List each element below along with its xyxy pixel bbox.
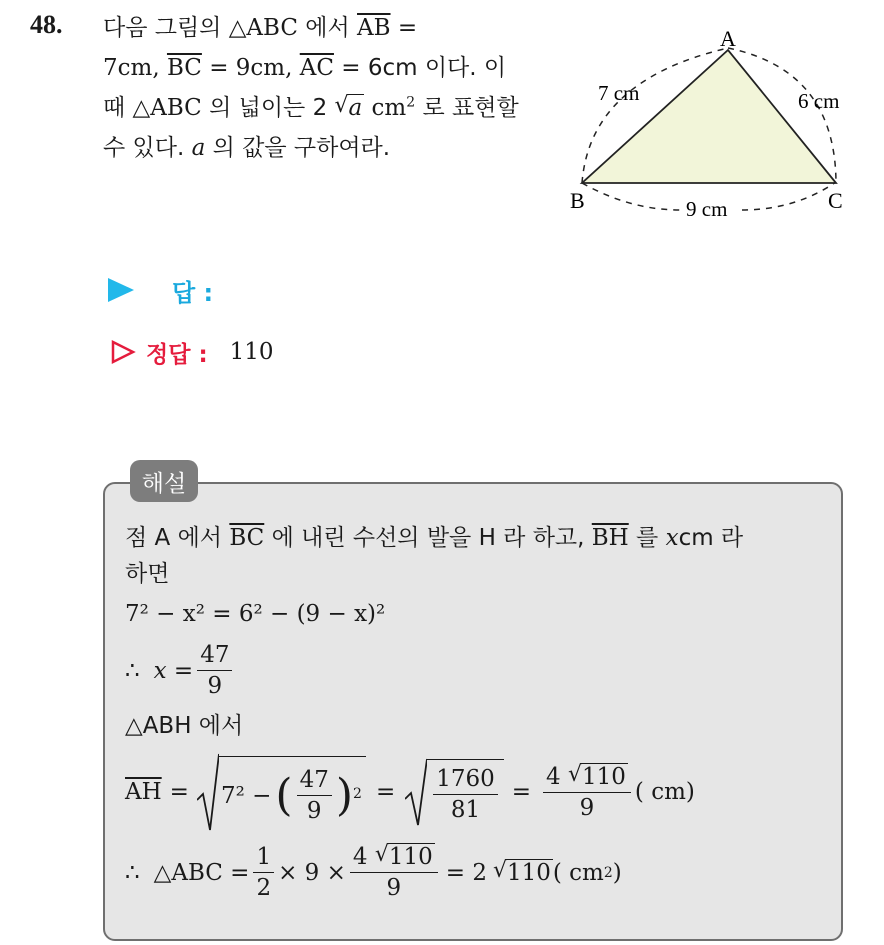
solution-line-1: 점 A 에서 $\overline{BC}$ 에 내린 수선의 발을 H 라 하고, $\overline{BH}$ 를 xcm 라 [125,525,744,551]
segment-bc: $\overline{BC}$ [166,55,202,81]
question-line-2: 7cm, $\overline{BC} = 9cm$, $\overline{AC} = 6cm$ 이다. 이 [103,55,507,81]
fraction-4sqrt110-9: 4 √ 110 9 [543,762,631,823]
radical-sign-2 [405,757,427,827]
solution-equation-1: 7² − x² = 6² − (9 − x)² [125,601,386,627]
solution-badge: 해설 [130,460,198,502]
correct-answer-row [110,334,274,370]
question-text [103,8,543,168]
radical-sign [197,752,219,832]
dashed-arc-bc [582,183,680,210]
segment-ab: $\overline{AB}$ [357,15,391,41]
fraction-47-9: $\frac{47}{9}$ [197,640,232,701]
answer-row [108,272,213,308]
segment-ac: $\overline{AC}$ [299,55,334,81]
solution-line-2: 하면 [125,561,170,587]
sqrt-a: √ a [334,93,363,121]
triangle-abc [582,50,836,183]
triangle-figure [570,20,860,235]
vertex-c: C [828,188,843,213]
question-line-3: 때 △ABC 의 넓이는 2 √ a $cm^2$ 로 표현할 [103,88,543,128]
solution-equation-2: ∴ x = $\frac{47}{9}$ [125,640,236,701]
label-bc: 9 cm [686,197,728,221]
question-line-1: 다음 그림의 △ABC 에서 $\overline{AB}$ = [103,15,418,41]
outline-play-icon [110,339,136,365]
play-icon [108,278,134,302]
vertex-a: A [720,26,736,51]
solution-equation-ah: $\overline{AH}$ = 7² − ( $\frac{47}{9}$ ) 2 = $\frac{1760}{81}$ = 4 √ 110 9 ( cm) [125,752,695,832]
correct-answer-label: 정답 : [146,341,208,368]
solution-equation-area: ∴ △ABC = $\frac{1}{2}$ × 9 × 4 √ 110 9 = 2 √ 110 ( cm 2 ) [125,842,622,901]
label-ac: 6 cm [798,89,840,113]
label-ab: 7 cm [598,81,640,105]
answer-label: 답 : [172,278,214,307]
question-number: 48. [30,10,63,39]
correct-answer-value: 110 [229,339,274,365]
question-line-4: 수 있다. a 의 값을 구하여라. [103,135,391,161]
solution-line-4: △ABH 에서 [125,713,244,739]
dashed-arc-bc-right [742,182,836,210]
vertex-b: B [570,188,585,213]
